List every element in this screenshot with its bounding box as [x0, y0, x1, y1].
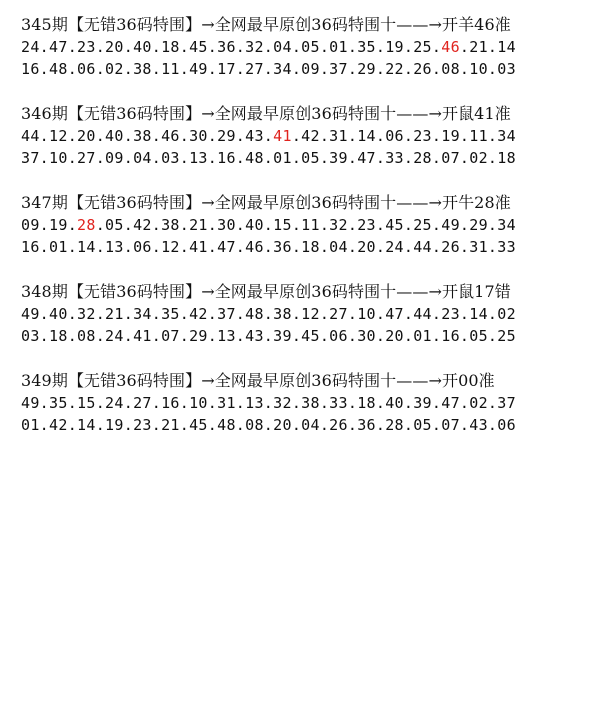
number-cell: 01: [273, 149, 292, 167]
number-cell: 05: [105, 216, 124, 234]
number-cell: 26: [441, 238, 460, 256]
number-cell: 30: [357, 327, 376, 345]
number-cell: 37: [21, 149, 40, 167]
number-cell: 36: [357, 416, 376, 434]
number-cell: 40: [105, 127, 124, 145]
number-cell: 47: [385, 305, 404, 323]
number-cell: 38: [133, 127, 152, 145]
number-cell: 37: [329, 60, 348, 78]
number-cell: 19: [49, 216, 68, 234]
number-cell: 14: [77, 416, 96, 434]
number-cell: 47: [217, 238, 236, 256]
number-cell: 40: [245, 216, 264, 234]
number-cell: 03: [21, 327, 40, 345]
entry-title: 349期【无错36码特围】→全网最早原创36码特围十——→开00准: [21, 371, 495, 390]
number-cell: 42: [189, 305, 208, 323]
number-cell: 12: [161, 238, 180, 256]
entry-block: [21, 281, 591, 347]
number-row: 03.18.08.24.41.07.29.13.43.39.45.06.30.20.01.16.05.25: [21, 327, 516, 345]
number-cell: 19: [105, 416, 124, 434]
number-cell: 38: [301, 394, 320, 412]
number-cell: 11: [161, 60, 180, 78]
number-cell: 06: [497, 416, 516, 434]
number-cell: 48: [245, 149, 264, 167]
entry-block: [21, 192, 591, 258]
prediction-document: [21, 14, 591, 459]
number-cell: 20: [273, 416, 292, 434]
number-cell: 38: [161, 216, 180, 234]
number-cell: 09: [301, 60, 320, 78]
number-cell: 46: [161, 127, 180, 145]
number-cell: 17: [217, 60, 236, 78]
number-cell: 41: [189, 238, 208, 256]
number-cell: 02: [105, 60, 124, 78]
number-cell: 14: [77, 238, 96, 256]
number-cell: 13: [105, 238, 124, 256]
number-cell: 34: [133, 305, 152, 323]
number-cell: 23: [133, 416, 152, 434]
number-cell: 30: [217, 216, 236, 234]
number-cell: 20: [357, 238, 376, 256]
number-cell: 02: [469, 394, 488, 412]
number-row: 44.12.20.40.38.46.30.29.43.41.42.31.14.06.23.19.11.34: [21, 127, 516, 145]
number-cell: 37: [497, 394, 516, 412]
number-cell: 35: [161, 305, 180, 323]
number-cell: 04: [133, 149, 152, 167]
number-cell: 21: [161, 416, 180, 434]
entry-title: 345期【无错36码特围】→全网最早原创36码特围十——→开羊46准: [21, 15, 511, 34]
number-cell: 35: [357, 38, 376, 56]
number-cell: 28: [77, 216, 96, 234]
number-cell: 43: [469, 416, 488, 434]
number-cell: 01: [329, 38, 348, 56]
number-cell: 33: [385, 149, 404, 167]
number-cell: 25: [413, 38, 432, 56]
number-cell: 39: [413, 394, 432, 412]
number-cell: 29: [217, 127, 236, 145]
number-cell: 15: [77, 394, 96, 412]
number-cell: 47: [357, 149, 376, 167]
number-cell: 47: [49, 38, 68, 56]
number-cell: 21: [189, 216, 208, 234]
number-cell: 32: [273, 394, 292, 412]
entry-block: [21, 14, 591, 80]
number-cell: 45: [301, 327, 320, 345]
number-cell: 39: [273, 327, 292, 345]
number-cell: 44: [21, 127, 40, 145]
number-cell: 34: [497, 127, 516, 145]
number-cell: 45: [189, 416, 208, 434]
number-cell: 09: [105, 149, 124, 167]
entry-title: 348期【无错36码特围】→全网最早原创36码特围十——→开鼠17错: [21, 282, 511, 301]
number-cell: 27: [245, 60, 264, 78]
number-cell: 10: [469, 60, 488, 78]
number-cell: 12: [49, 127, 68, 145]
number-cell: 49: [21, 305, 40, 323]
number-cell: 42: [133, 216, 152, 234]
number-cell: 16: [217, 149, 236, 167]
number-cell: 48: [49, 60, 68, 78]
number-cell: 46: [245, 238, 264, 256]
number-cell: 23: [441, 305, 460, 323]
number-row: 16.01.14.13.06.12.41.47.46.36.18.04.20.24.44.26.31.33: [21, 238, 516, 256]
number-cell: 29: [357, 60, 376, 78]
number-cell: 01: [21, 416, 40, 434]
number-cell: 06: [77, 60, 96, 78]
entry-block: [21, 370, 591, 436]
number-cell: 43: [245, 327, 264, 345]
number-cell: 23: [357, 216, 376, 234]
number-cell: 13: [217, 327, 236, 345]
number-cell: 43: [245, 127, 264, 145]
number-cell: 10: [357, 305, 376, 323]
number-cell: 29: [189, 327, 208, 345]
number-cell: 20: [105, 38, 124, 56]
number-cell: 07: [441, 416, 460, 434]
number-cell: 27: [133, 394, 152, 412]
number-cell: 39: [329, 149, 348, 167]
number-cell: 18: [301, 238, 320, 256]
number-cell: 26: [413, 60, 432, 78]
number-cell: 46: [441, 38, 460, 56]
number-cell: 37: [217, 305, 236, 323]
number-cell: 24: [21, 38, 40, 56]
number-cell: 06: [385, 127, 404, 145]
number-cell: 19: [385, 38, 404, 56]
number-cell: 49: [441, 216, 460, 234]
entry-block: [21, 103, 591, 169]
number-cell: 04: [329, 238, 348, 256]
number-cell: 13: [245, 394, 264, 412]
number-cell: 10: [49, 149, 68, 167]
number-row: 37.10.27.09.04.03.13.16.48.01.05.39.47.33.28.07.02.18: [21, 149, 516, 167]
number-cell: 49: [21, 394, 40, 412]
number-cell: 49: [189, 60, 208, 78]
number-cell: 40: [49, 305, 68, 323]
number-cell: 16: [21, 238, 40, 256]
number-cell: 31: [217, 394, 236, 412]
number-cell: 35: [49, 394, 68, 412]
number-cell: 32: [77, 305, 96, 323]
number-cell: 31: [329, 127, 348, 145]
number-cell: 18: [497, 149, 516, 167]
number-cell: 04: [273, 38, 292, 56]
number-cell: 20: [77, 127, 96, 145]
number-row: 49.40.32.21.34.35.42.37.48.38.12.27.10.47.44.23.14.02: [21, 305, 516, 323]
number-cell: 32: [245, 38, 264, 56]
number-cell: 38: [133, 60, 152, 78]
number-cell: 06: [133, 238, 152, 256]
number-cell: 16: [441, 327, 460, 345]
number-cell: 34: [273, 60, 292, 78]
number-cell: 08: [245, 416, 264, 434]
number-cell: 01: [49, 238, 68, 256]
number-cell: 03: [497, 60, 516, 78]
number-cell: 45: [189, 38, 208, 56]
number-cell: 02: [497, 305, 516, 323]
number-cell: 08: [77, 327, 96, 345]
number-cell: 34: [497, 216, 516, 234]
number-cell: 16: [161, 394, 180, 412]
number-cell: 28: [385, 416, 404, 434]
number-cell: 27: [77, 149, 96, 167]
number-cell: 26: [329, 416, 348, 434]
number-cell: 11: [301, 216, 320, 234]
number-cell: 28: [413, 149, 432, 167]
number-cell: 21: [105, 305, 124, 323]
number-cell: 23: [77, 38, 96, 56]
number-cell: 14: [357, 127, 376, 145]
number-cell: 44: [413, 305, 432, 323]
number-cell: 18: [357, 394, 376, 412]
number-cell: 42: [49, 416, 68, 434]
number-cell: 24: [105, 327, 124, 345]
number-cell: 10: [189, 394, 208, 412]
number-cell: 14: [497, 38, 516, 56]
number-cell: 19: [441, 127, 460, 145]
number-cell: 20: [385, 327, 404, 345]
number-row: 49.35.15.24.27.16.10.31.13.32.38.33.18.40.39.47.02.37: [21, 394, 516, 412]
number-cell: 18: [49, 327, 68, 345]
number-cell: 07: [161, 327, 180, 345]
number-cell: 36: [217, 38, 236, 56]
number-cell: 48: [245, 305, 264, 323]
number-row: 09.19.28.05.42.38.21.30.40.15.11.32.23.45.25.49.29.34: [21, 216, 516, 234]
number-cell: 40: [133, 38, 152, 56]
number-cell: 04: [301, 416, 320, 434]
number-cell: 16: [21, 60, 40, 78]
number-cell: 25: [497, 327, 516, 345]
number-cell: 40: [385, 394, 404, 412]
number-cell: 05: [301, 149, 320, 167]
number-cell: 03: [161, 149, 180, 167]
number-cell: 08: [441, 60, 460, 78]
number-cell: 30: [189, 127, 208, 145]
number-cell: 12: [301, 305, 320, 323]
number-cell: 15: [273, 216, 292, 234]
number-cell: 45: [385, 216, 404, 234]
number-cell: 24: [105, 394, 124, 412]
number-row: 16.48.06.02.38.11.49.17.27.34.09.37.29.22.26.08.10.03: [21, 60, 516, 78]
number-cell: 38: [273, 305, 292, 323]
number-cell: 13: [189, 149, 208, 167]
number-cell: 22: [385, 60, 404, 78]
number-row: 24.47.23.20.40.18.45.36.32.04.05.01.35.19.25.46.21.14: [21, 38, 516, 56]
number-cell: 05: [301, 38, 320, 56]
number-cell: 44: [413, 238, 432, 256]
number-cell: 33: [329, 394, 348, 412]
number-cell: 48: [217, 416, 236, 434]
number-cell: 36: [273, 238, 292, 256]
number-cell: 07: [441, 149, 460, 167]
number-cell: 02: [469, 149, 488, 167]
number-cell: 41: [133, 327, 152, 345]
entry-title: 347期【无错36码特围】→全网最早原创36码特围十——→开牛28准: [21, 193, 511, 212]
number-cell: 05: [469, 327, 488, 345]
number-cell: 09: [21, 216, 40, 234]
number-cell: 06: [329, 327, 348, 345]
number-cell: 29: [469, 216, 488, 234]
number-cell: 33: [497, 238, 516, 256]
number-cell: 25: [413, 216, 432, 234]
number-cell: 14: [469, 305, 488, 323]
number-cell: 05: [413, 416, 432, 434]
number-row: 01.42.14.19.23.21.45.48.08.20.04.26.36.28.05.07.43.06: [21, 416, 516, 434]
number-cell: 23: [413, 127, 432, 145]
number-cell: 42: [301, 127, 320, 145]
entry-title: 346期【无错36码特围】→全网最早原创36码特围十——→开鼠41准: [21, 104, 511, 123]
number-cell: 11: [469, 127, 488, 145]
number-cell: 47: [441, 394, 460, 412]
number-cell: 18: [161, 38, 180, 56]
number-cell: 41: [273, 127, 292, 145]
number-cell: 27: [329, 305, 348, 323]
number-cell: 21: [469, 38, 488, 56]
number-cell: 32: [329, 216, 348, 234]
number-cell: 01: [413, 327, 432, 345]
number-cell: 31: [469, 238, 488, 256]
number-cell: 24: [385, 238, 404, 256]
